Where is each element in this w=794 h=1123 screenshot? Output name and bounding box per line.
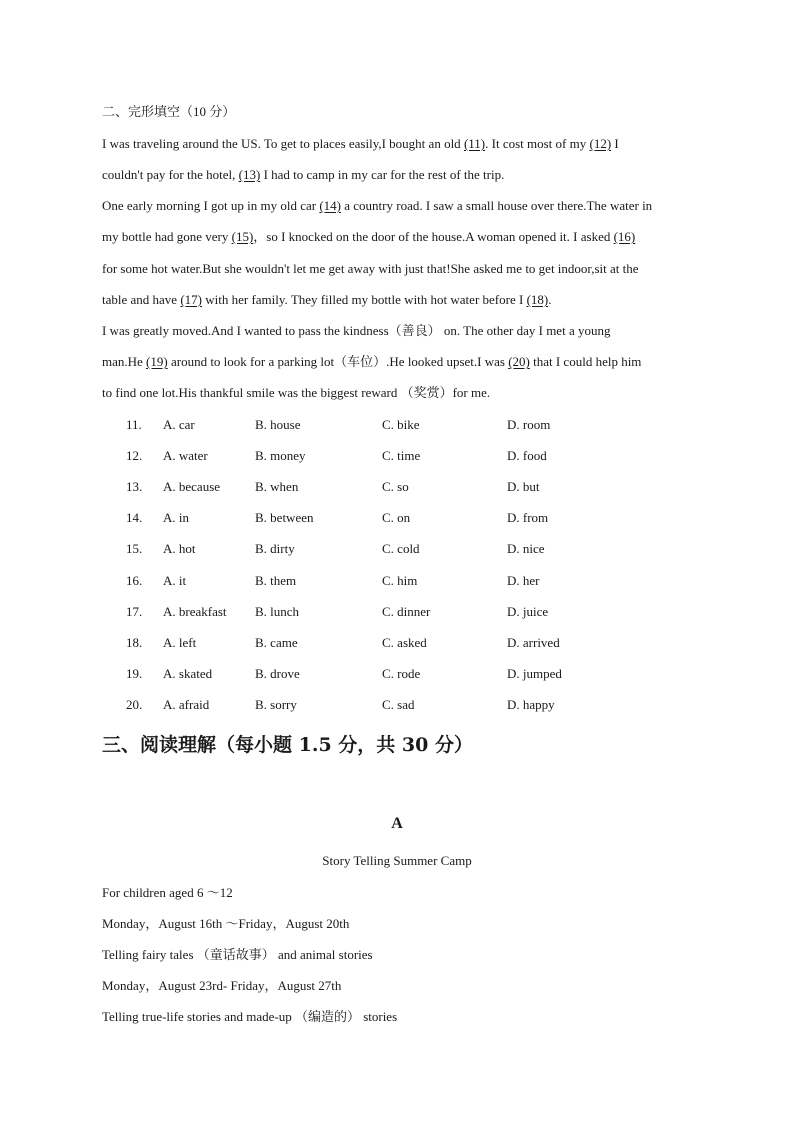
text: ，so I knocked on the door of the house.A woman opened it. I asked	[253, 229, 614, 244]
question-number: 16.	[126, 573, 143, 588]
blank-17: (17)	[180, 292, 202, 307]
option-a[interactable]: A. car	[163, 417, 195, 432]
text: I was traveling around the US. To get to places easily,I bought an old	[102, 136, 464, 151]
option-d[interactable]: D. arrived	[507, 635, 560, 650]
text: One early morning I got up in my old car	[102, 198, 320, 213]
blank-11: (11)	[463, 136, 486, 151]
option-d[interactable]: D. room	[507, 417, 551, 432]
reading-line: Monday，August 23rd- Friday，August 27th	[102, 978, 342, 993]
option-b[interactable]: B. house	[255, 417, 301, 432]
text: I had to camp in my car for the rest of the trip.	[260, 167, 505, 182]
option-c[interactable]: C. time	[382, 448, 421, 463]
cloze-p3-line1: I was greatly moved.And I wanted to pass the kindness（善良） on. The other day I met a young	[102, 323, 611, 338]
option-b[interactable]: B. lunch	[255, 604, 300, 619]
part-letter: A	[391, 815, 403, 832]
option-c[interactable]: C. asked	[382, 635, 427, 650]
question-number: 13.	[126, 479, 143, 494]
option-b[interactable]: B. when	[255, 479, 299, 494]
option-a[interactable]: A. hot	[163, 541, 196, 556]
question-number: 15.	[126, 541, 143, 556]
option-c[interactable]: C. so	[382, 479, 409, 494]
question-row	[0, 604, 794, 620]
option-a[interactable]: A. left	[163, 635, 197, 650]
text: with her family. They filled my bottle with hot water before I	[202, 292, 527, 307]
question-row	[0, 697, 794, 713]
reading-line: Telling true-life stories and made-up （编造的） stories	[102, 1009, 398, 1024]
cloze-p3-line3: to find one lot.His thankful smile was the biggest reward （奖赏）for me.	[102, 385, 491, 400]
blank-15: (15)	[231, 229, 254, 244]
option-c[interactable]: C. bike	[382, 417, 420, 432]
option-a[interactable]: A. water	[163, 448, 208, 463]
option-c[interactable]: C. rode	[382, 666, 421, 681]
text: table and have	[102, 292, 181, 307]
reading-line: For children aged 6 ～12	[102, 885, 233, 900]
option-c[interactable]: C. him	[382, 573, 418, 588]
question-number: 19.	[126, 666, 143, 681]
question-number: 11.	[126, 417, 142, 432]
option-b[interactable]: B. them	[255, 573, 297, 588]
reading-heading: 三、阅读理解（每小题 1.5 分，共 30 分）	[102, 734, 473, 756]
question-number: 20.	[126, 697, 143, 712]
question-row	[0, 417, 794, 433]
question-number: 17.	[126, 604, 143, 619]
question-row	[0, 448, 794, 464]
text: .	[548, 292, 552, 307]
camp-title: Story Telling Summer Camp	[322, 853, 472, 868]
blank-19: (19)	[146, 354, 168, 369]
option-b[interactable]: B. came	[255, 635, 298, 650]
question-row	[0, 541, 794, 557]
blank-16: (16)	[613, 229, 636, 244]
reading-line: Monday，August 16th ～Friday，August 20th	[102, 916, 350, 931]
text: my bottle had gone very	[102, 229, 232, 244]
blank-14: (14)	[319, 198, 342, 213]
option-d[interactable]: D. happy	[507, 697, 555, 712]
question-number: 18.	[126, 635, 143, 650]
question-number: 12.	[126, 448, 143, 463]
option-a[interactable]: A. breakfast	[163, 604, 227, 619]
option-d[interactable]: D. but	[507, 479, 540, 494]
option-d[interactable]: D. food	[507, 448, 547, 463]
cloze-p2-line1	[102, 198, 652, 214]
question-number: 14.	[126, 510, 143, 525]
cloze-p1-line1	[102, 136, 619, 152]
cloze-p2-line2	[102, 229, 635, 245]
text: that I could help him	[529, 354, 642, 369]
question-row	[0, 666, 794, 682]
question-row	[0, 573, 794, 589]
option-d[interactable]: D. jumped	[507, 666, 562, 681]
reading-line: Telling fairy tales （童话故事） and animal stories	[102, 947, 373, 962]
blank-20: (20)	[508, 354, 530, 369]
option-b[interactable]: B. between	[255, 510, 314, 525]
option-c[interactable]: C. dinner	[382, 604, 431, 619]
option-a[interactable]: A. skated	[163, 666, 213, 681]
option-d[interactable]: D. nice	[507, 541, 545, 556]
blank-18: (18)	[526, 292, 549, 307]
cloze-heading: 二、完形填空（10 分）	[102, 104, 236, 119]
option-d[interactable]: D. juice	[507, 604, 549, 619]
option-d[interactable]: D. from	[507, 510, 549, 525]
option-b[interactable]: B. drove	[255, 666, 300, 681]
text: I	[611, 136, 619, 151]
cloze-p1-line2	[102, 167, 504, 183]
text: around to look for a parking lot（车位）.He looked upset.I was	[167, 354, 509, 369]
option-c[interactable]: C. on	[382, 510, 411, 525]
option-c[interactable]: C. cold	[382, 541, 420, 556]
question-row	[0, 479, 794, 495]
option-a[interactable]: A. afraid	[163, 697, 210, 712]
option-a[interactable]: A. because	[163, 479, 221, 494]
option-b[interactable]: B. sorry	[255, 697, 297, 712]
question-row	[0, 510, 794, 526]
cloze-p2-line3: for some hot water.But she wouldn't let me get away with just that!She asked me to get indoor,sit at the	[102, 261, 639, 276]
option-a[interactable]: A. it	[163, 573, 187, 588]
question-row	[0, 635, 794, 651]
option-b[interactable]: B. dirty	[255, 541, 295, 556]
blank-12: (12)	[589, 136, 612, 151]
option-a[interactable]: A. in	[163, 510, 189, 525]
text: a country road. I saw a small house over there.The water in	[341, 198, 653, 213]
option-c[interactable]: C. sad	[382, 697, 415, 712]
text: couldn't pay for the hotel,	[102, 167, 239, 182]
option-b[interactable]: B. money	[255, 448, 306, 463]
text: . It cost most of my	[485, 136, 590, 151]
cloze-p3-line2	[102, 354, 641, 370]
cloze-p2-line4	[102, 292, 551, 308]
blank-13: (13)	[238, 167, 261, 182]
option-d[interactable]: D. her	[507, 573, 540, 588]
text: man.He	[102, 354, 147, 369]
